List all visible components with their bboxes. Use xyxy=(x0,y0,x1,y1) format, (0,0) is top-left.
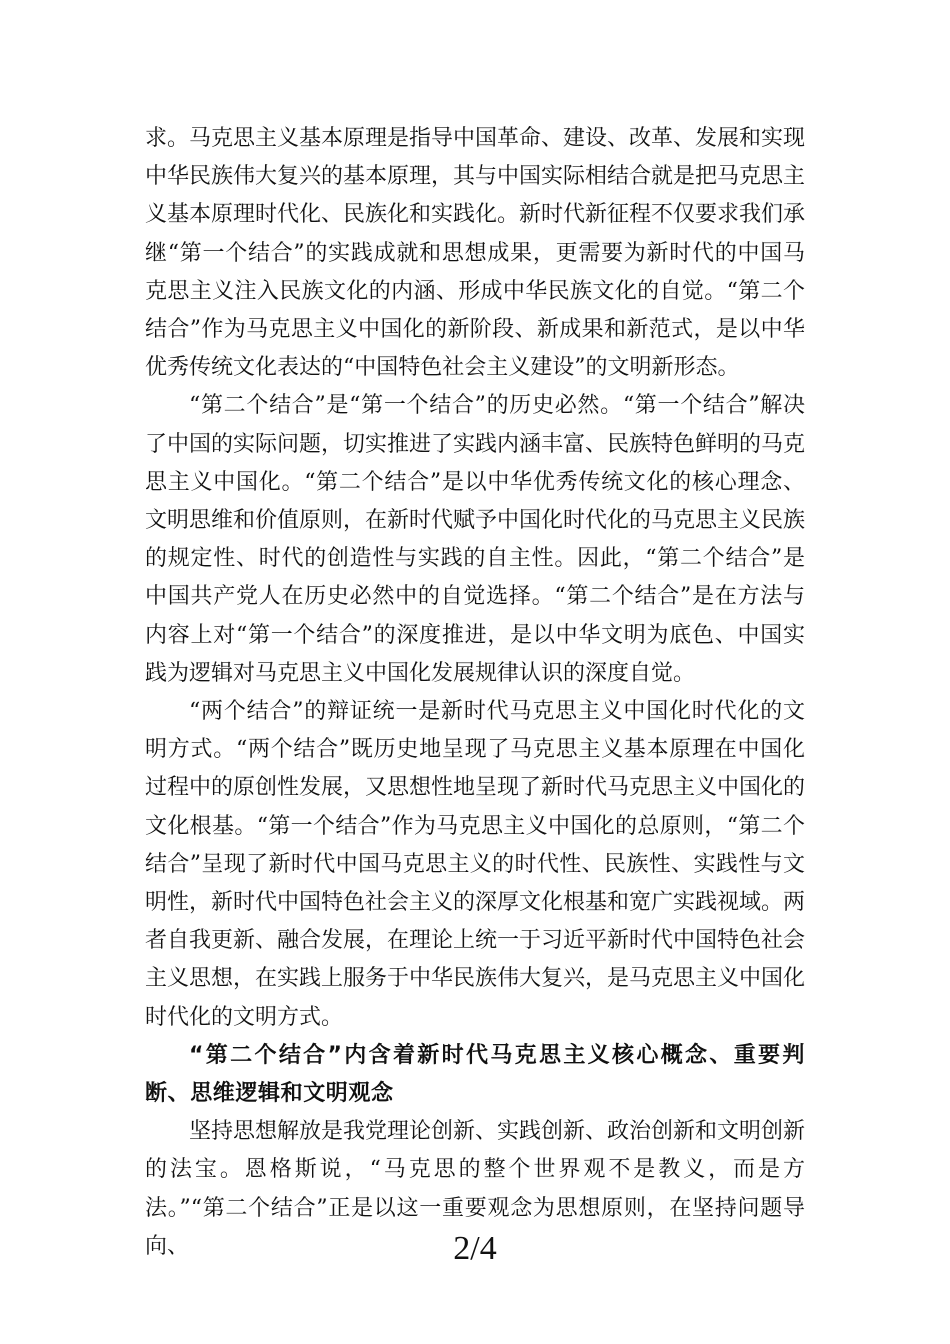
document-body xyxy=(145,120,805,1266)
paragraph-thought-liberation: 坚持思想解放是我党理论创新、实践创新、政治创新和文明创新的法宝。恩格斯说，“马克思的整个世界观不是教义，而是方法。”“第二个结合”正是以这一重要观念为思想原则，在坚持问题导向、 xyxy=(145,1119,806,1259)
paragraph-historical-necessity: “第二个结合”是“第一个结合”的历史必然。“第一个结合”解决了中国的实际问题，切实推进了实践内涵丰富、民族特色鲜明的马克思主义中国化。“第二个结合”是以中华优秀传统文化的核心理念、文明思维和价值原则，在新时代赋予中国化时代化的马克思主义民族的规定性、时代的创造性与实践的自主性。因此，“第二个结合”是中国共产党人在历史必然中的自觉选择。“第二个结合”是在方法与内容上对“第一个结合”的深度推进，是以中华文明为底色、中国实践为逻辑对马克思主义中国化发展规律认识的深度自觉。 xyxy=(145,393,806,686)
paragraph-dialectical-unity: “两个结合”的辩证统一是新时代马克思主义中国化时代化的文明方式。“两个结合”既历史地呈现了马克思主义基本原理在中国化过程中的原创性发展，又思想性地呈现了新时代马克思主义中国化的文化根基。“第一个结合”作为马克思主义中国化的总原则，“第二个结合”呈现了新时代中国马克思主义的时代性、民族性、实践性与文明性，新时代中国特色社会主义的深厚文化根基和宽广实践视域。两者自我更新、融合发展，在理论上统一于习近平新时代中国特色社会主义思想，在实践上服务于中华民族伟大复兴，是马克思主义中国化时代化的文明方式。 xyxy=(145,699,806,1030)
page-number: 2/4 xyxy=(453,1230,497,1267)
paragraph-continuation: 求。马克思主义基本原理是指导中国革命、建设、改革、发展和实现中华民族伟大复兴的基本原理，其与中国实际相结合就是把马克思主义基本原理时代化、民族化和实践化。新时代新征程不仅要求我们承继“第一个结合”的实践成就和思想成果，更需要为新时代的中国马克思主义注入民族文化的内涵、形成中华民族文化的自觉。“第二个结合”作为马克思主义中国化的新阶段、新成果和新范式，是以中华优秀传统文化表达的“中国特色社会主义建设”的文明新形态。 xyxy=(145,126,806,381)
section-heading: “第二个结合”内含着新时代马克思主义核心概念、重要判断、思维逻辑和文明观念 xyxy=(145,1042,805,1107)
